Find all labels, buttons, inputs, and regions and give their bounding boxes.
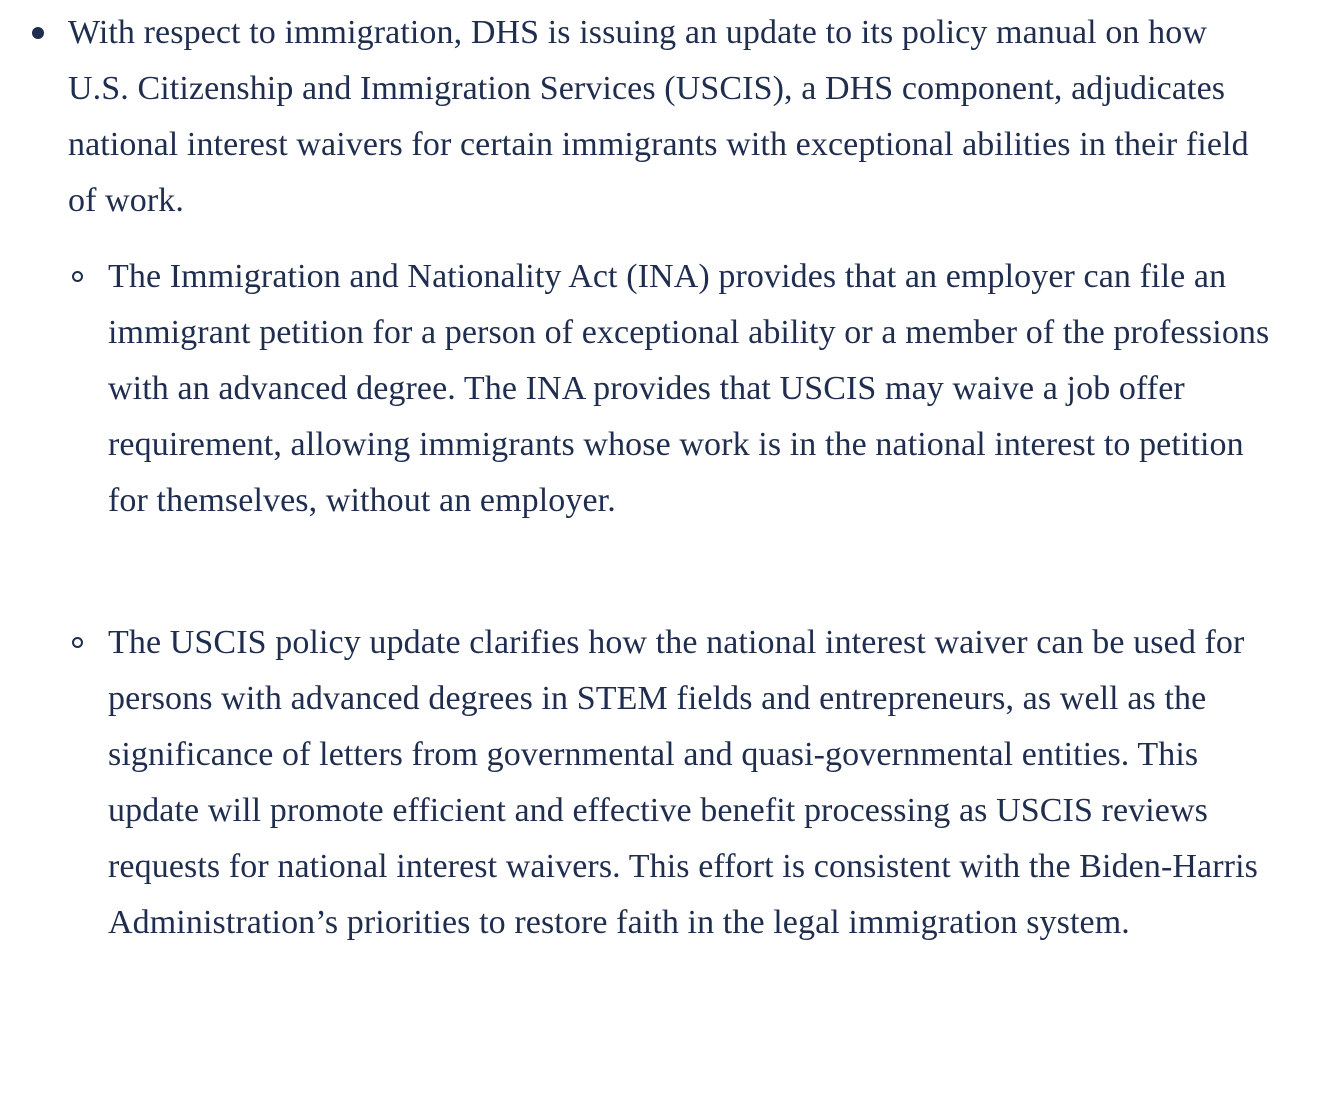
main-bullet-text: With respect to immigration, DHS is issuing an update to its policy manual on how U.S. Citizenship and Immigration Services (USCIS), a DHS component, adjudicates national interest waivers for certain immigrants with exceptional abilities in their field of work. xyxy=(68,14,1249,219)
list-item-main xyxy=(68,5,1268,229)
sub-bullet-text: The USCIS policy update clarifies how the national interest waiver can be used for persons with advanced degrees in STEM fields and entrepreneurs, as well as the significance of letters from governmental and quasi-governmental entities. This update will promote efficient and effective benefit processing as USCIS reviews requests for national interest waivers. This effort is consistent with the Biden-Harris Administration’s priorities to restore faith in the legal immigration system. xyxy=(108,624,1258,941)
sub-bullet-text: The Immigration and Nationality Act (INA) provides that an employer can file an immigrant petition for a person of exceptional ability or a member of the professions with an advanced degree. The INA provides that USCIS may waive a job offer requirement, allowing immigrants whose work is in the national interest to petition for themselves, without an employer. xyxy=(108,258,1270,519)
bullet-disc-icon xyxy=(32,27,44,39)
bullet-circle-icon xyxy=(72,637,83,648)
bullet-circle-icon xyxy=(72,271,83,282)
list-item-sub xyxy=(108,615,1278,951)
list-item-sub xyxy=(108,249,1278,529)
